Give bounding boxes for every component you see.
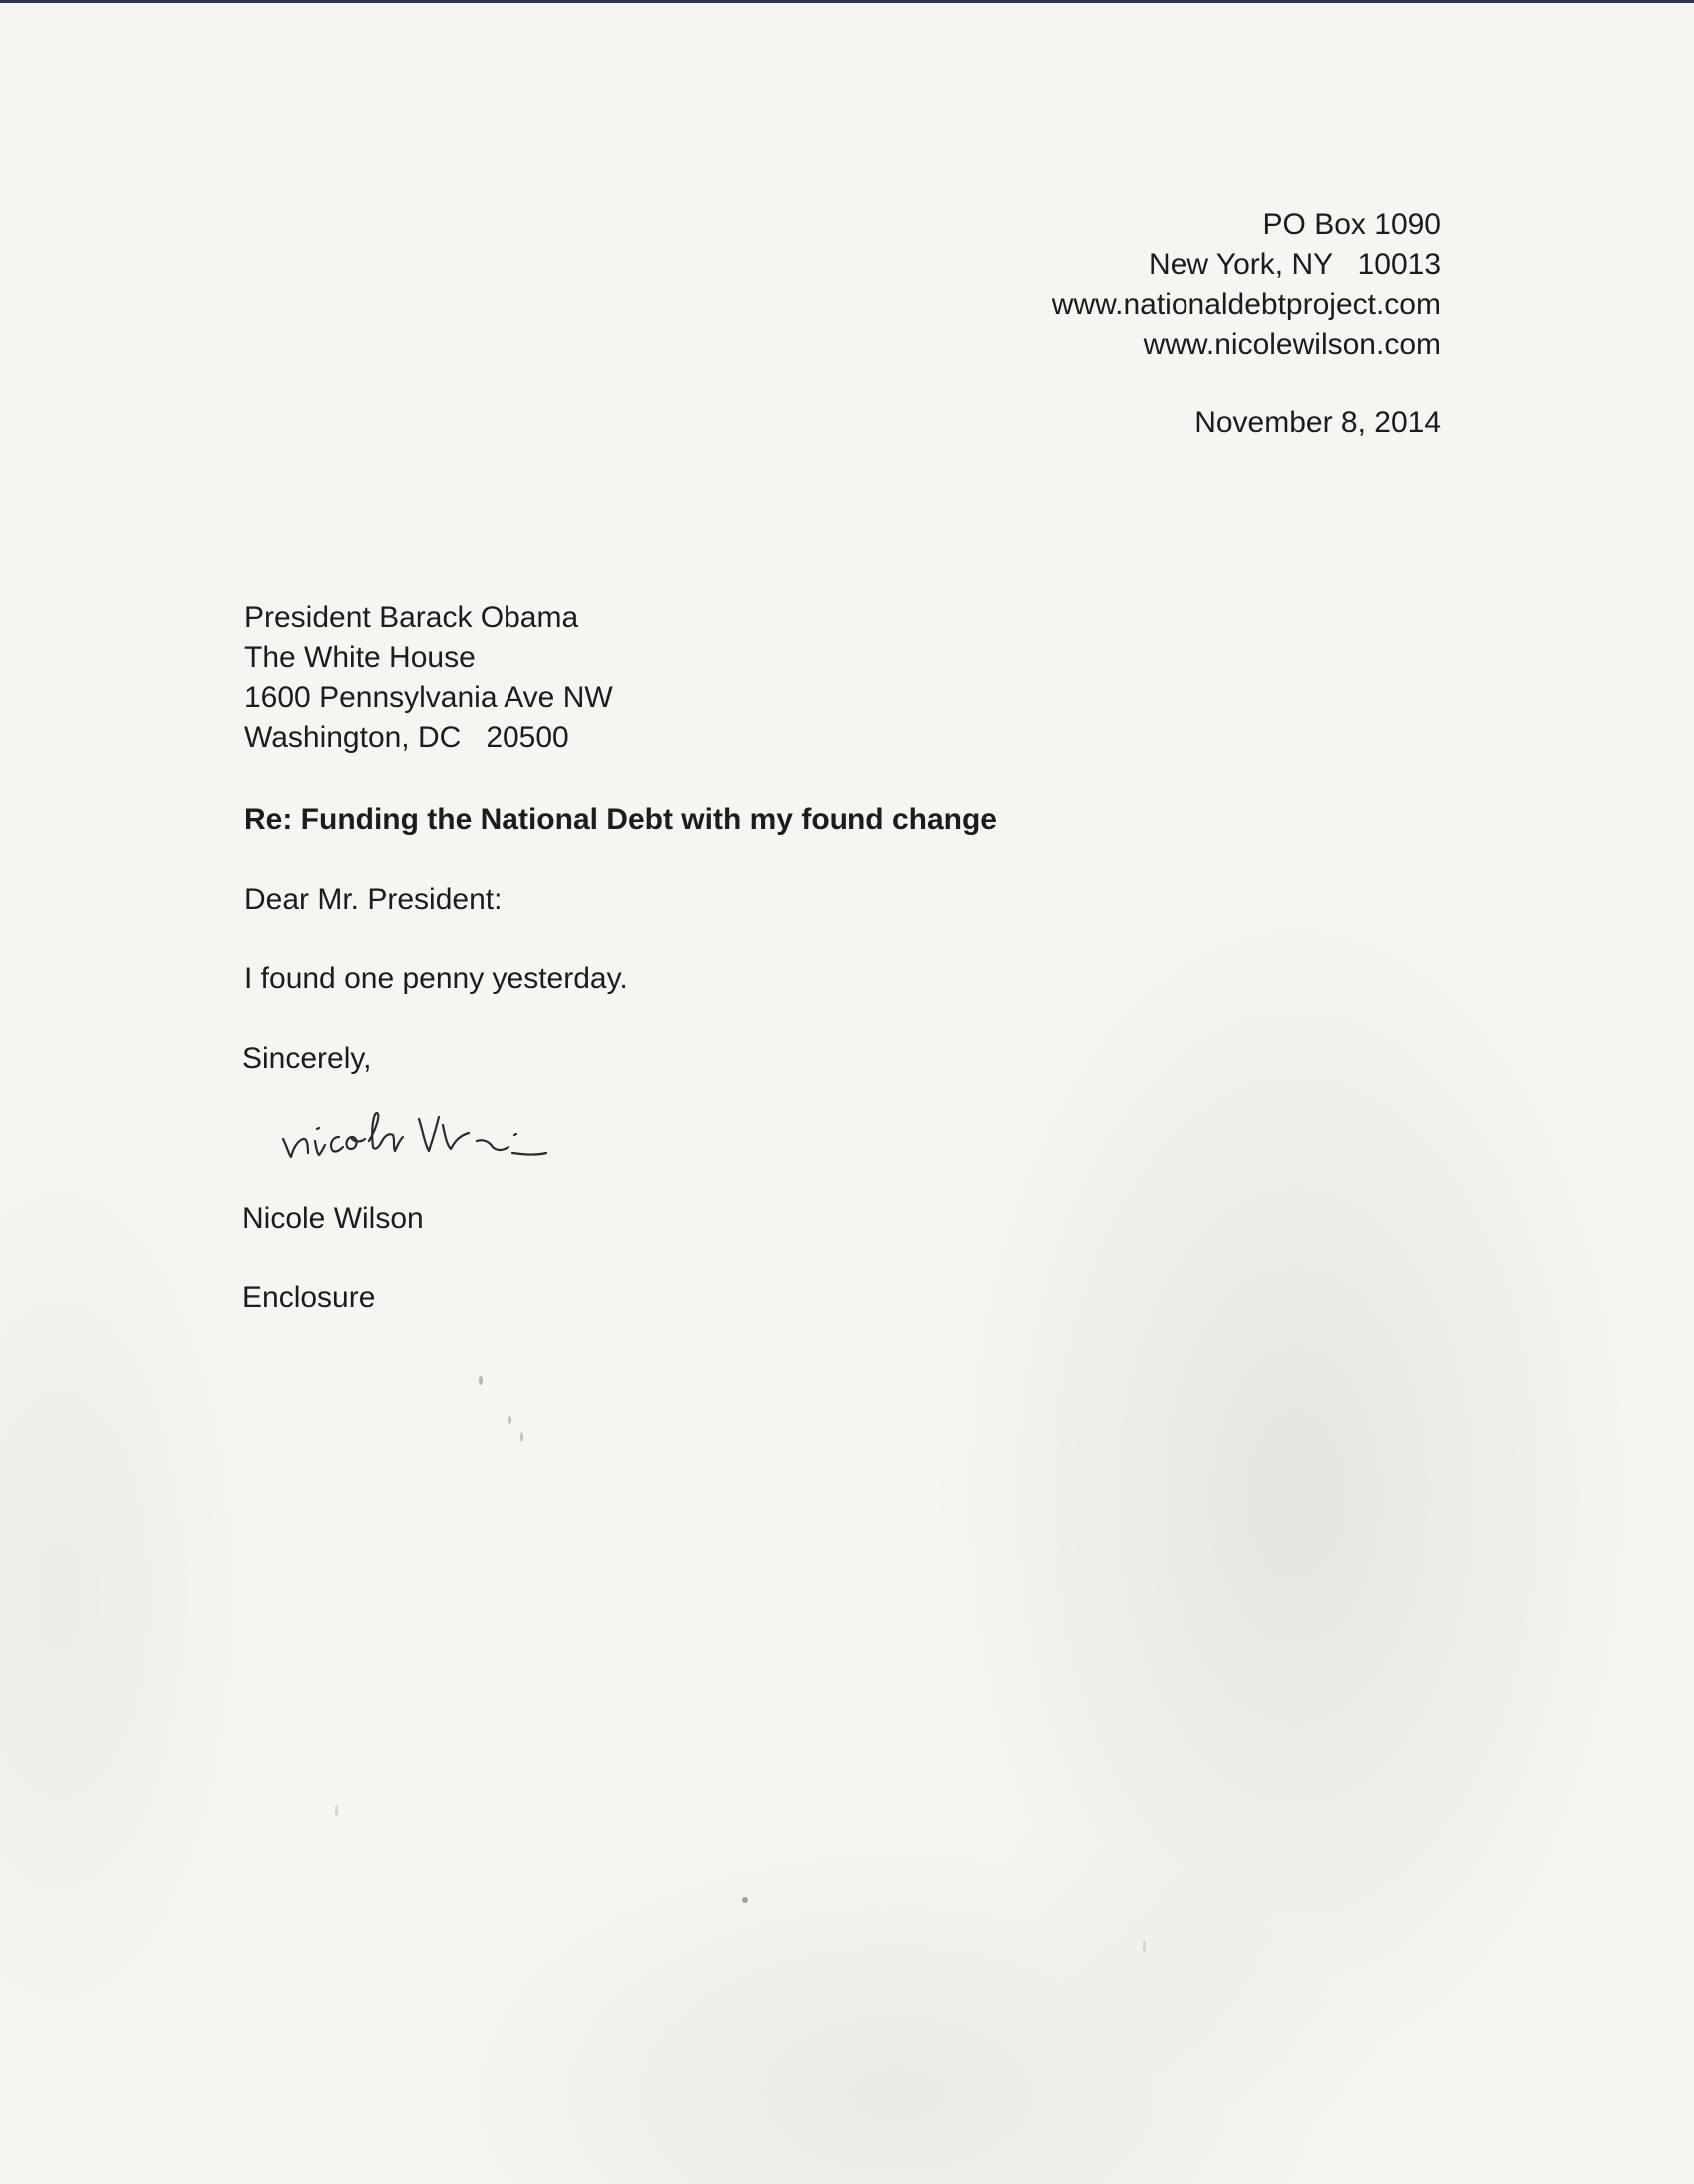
return-address-line: New York, NY 10013 xyxy=(1149,248,1441,281)
letter-date: November 8, 2014 xyxy=(1194,406,1441,439)
paper-speck xyxy=(335,1805,338,1817)
paper-speck xyxy=(520,1432,523,1442)
recipient-line: President Barack Obama xyxy=(244,601,579,634)
subject-line: Re: Funding the National Debt with my found change xyxy=(244,803,997,836)
return-address-website: www.nationaldebtproject.com xyxy=(1051,288,1441,321)
return-address-line: PO Box 1090 xyxy=(1262,208,1441,241)
recipient-line: The White House xyxy=(244,641,476,674)
return-address-website: www.nicolewilson.com xyxy=(1143,328,1441,361)
paper-speck xyxy=(479,1376,483,1385)
recipient-address xyxy=(244,598,613,758)
signer-name: Nicole Wilson xyxy=(242,1202,424,1235)
handwritten-signature xyxy=(277,1095,636,1175)
letter-body: I found one penny yesterday. xyxy=(244,962,628,995)
paper-speck xyxy=(508,1416,511,1424)
paper-speck xyxy=(1143,1940,1146,1952)
recipient-line: 1600 Pennsylvania Ave NW xyxy=(244,681,613,714)
enclosure-note: Enclosure xyxy=(242,1281,376,1314)
recipient-line: Washington, DC 20500 xyxy=(244,721,569,754)
page-top-edge xyxy=(0,0,1694,3)
paper-speck xyxy=(742,1897,748,1903)
closing: Sincerely, xyxy=(242,1042,372,1075)
salutation: Dear Mr. President: xyxy=(244,883,503,915)
return-address xyxy=(1052,205,1441,365)
